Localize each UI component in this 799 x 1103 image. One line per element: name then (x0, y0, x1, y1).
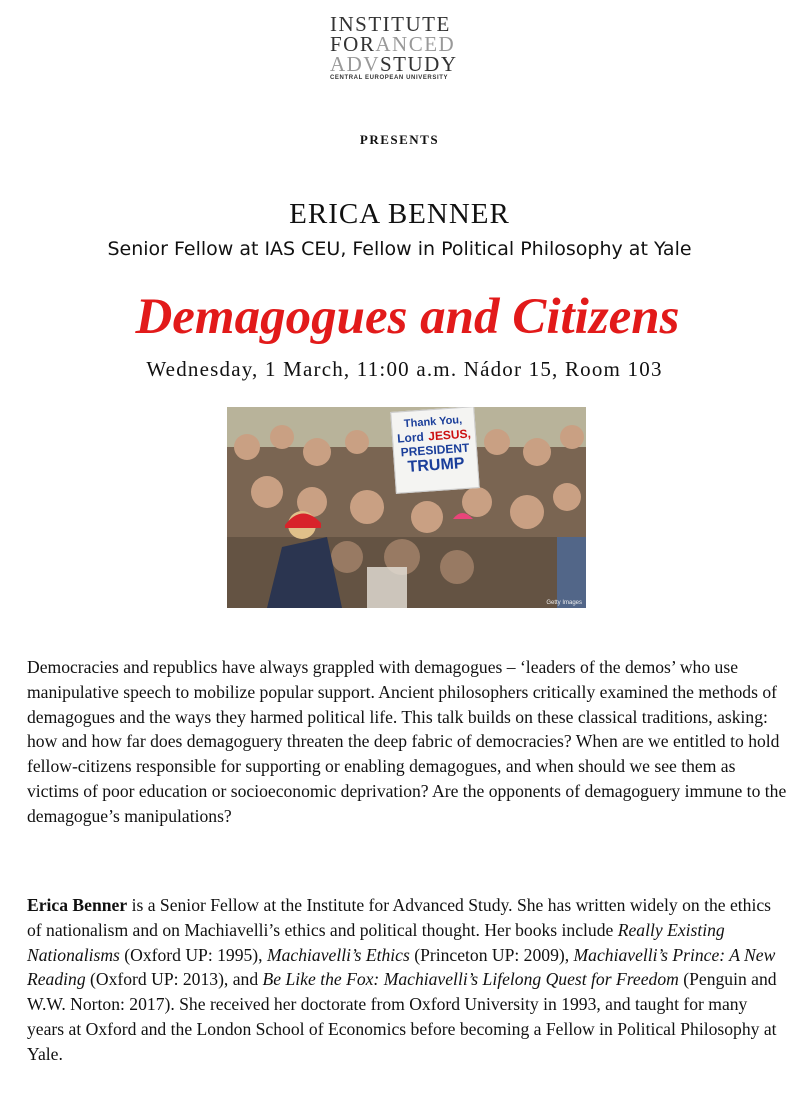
talk-date-location: Wednesday, 1 March, 11:00 a.m. Nádor 15, Room 103 (146, 357, 663, 381)
event-photo (227, 407, 586, 608)
abstract-paragraph: Democracies and republics have always grappled with demagogues – ‘leaders of the demos’ who use manipulative speech to mobilize popular support. Ancient philosophers critically examined the methods of demagogues and the ways they harmed political life. This talk builds on these classical traditions, asking: how and how far does demagoguery threaten the deep fabric of democracies? When are we entitled to hold fellow-citizens responsible for supporting or enabling demagogues, and when should we see them as victims of poor education or socioeconomic deprivation? Are the opponents of demagoguery immune to the demagogue’s manipulations? (27, 657, 787, 826)
bio-paragraph: Erica Benner is a Senior Fellow at the Institute for Advanced Study. She has written widely on the ethics of nationalism and on Machiavelli’s ethics and political thought. Her books include Really Existing Nationalisms (Oxford UP: 1995), Machiavelli’s Ethics (Princeton UP: 2009), Machiavelli’s Prince: A New Reading (Oxford UP: 2013), and Be Like the Fox: Machiavelli’s Lifelong Quest for Freedom (Penguin and W.W. Norton: 2017). She received her doctorate from Oxford University in 1993, and taught for many years at Oxford and the London School of Economics before becoming a Fellow in Political Philosophy at Yale. (27, 895, 777, 1064)
presents-label: PRESENTS (359, 132, 440, 147)
book-title: Machiavelli’s Prince: A New Reading (27, 944, 776, 990)
logo-line-1: INSTITUTE (330, 12, 451, 36)
photo-credit: Getty Images (546, 600, 582, 606)
logo-university-line: CENTRAL EUROPEAN UNIVERSITY (330, 75, 449, 81)
talk-title: Demagogues and Citizens (135, 289, 680, 345)
book-title: Be Like the Fox: Machiavelli’s Lifelong Quest for Freedom (262, 969, 679, 990)
logo-line-2: FORANCED (330, 32, 456, 56)
speaker-title: Senior Fellow at IAS CEU, Fellow in Political Philosophy at Yale (107, 238, 692, 260)
sign-line-1: Thank You, (403, 414, 463, 431)
speaker-name: ERICA BENNER (289, 198, 510, 230)
institute-logo (330, 14, 480, 81)
book-title: Really Existing Nationalisms (27, 919, 725, 965)
protest-sign (390, 407, 480, 494)
book-title: Machiavelli’s Ethics (266, 944, 410, 965)
sign-line-3: PRESIDENT (400, 440, 470, 460)
sign-line-2: Lord JESUS, (396, 426, 472, 446)
sign-line-4: TRUMP (407, 454, 466, 476)
bio-name: Erica Benner (27, 895, 128, 915)
logo-line-3: ADVSTUDY (330, 52, 458, 76)
